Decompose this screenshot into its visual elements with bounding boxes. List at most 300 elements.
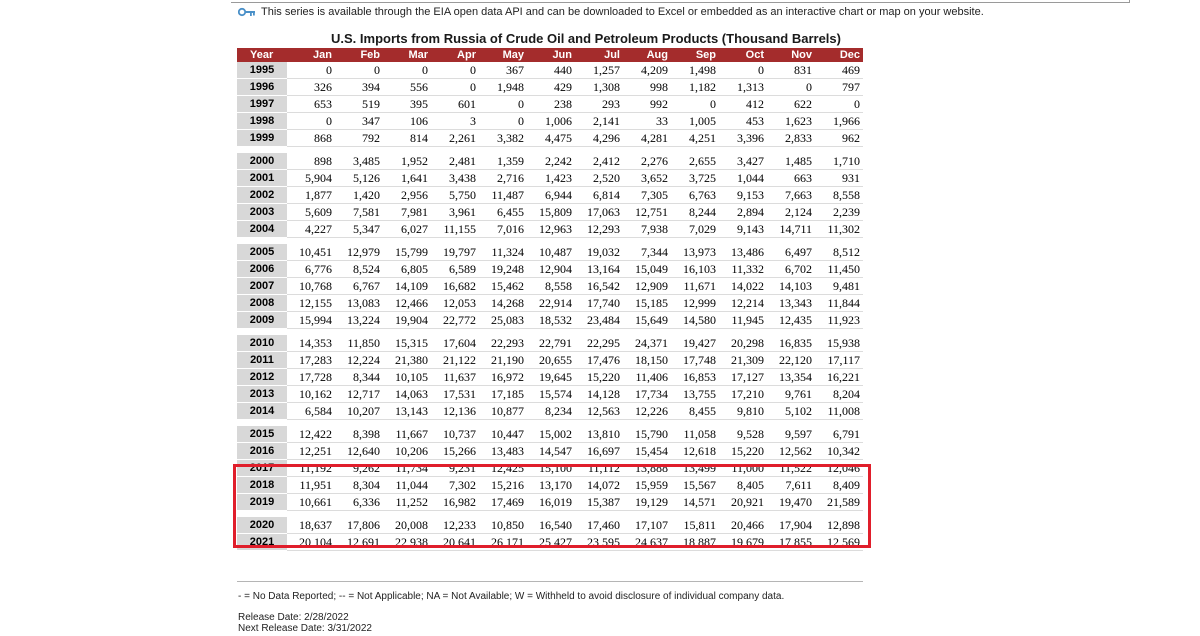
api-notice-text: This series is available through the EIA open data API and can be downloaded to Excel or embedded as an interactive chart or map on your website. [261, 6, 984, 18]
value-cell: 12,466 [383, 295, 431, 312]
value-cell: 14,547 [527, 443, 575, 460]
value-cell: 2,141 [575, 113, 623, 130]
value-cell: 1,359 [479, 153, 527, 170]
value-cell: 11,000 [719, 460, 767, 477]
table-header-row [237, 48, 863, 62]
value-cell: 12,909 [623, 278, 671, 295]
value-cell: 16,697 [575, 443, 623, 460]
table-row [237, 96, 863, 113]
value-cell: 26,171 [479, 534, 527, 551]
value-cell: 17,531 [431, 386, 479, 403]
value-cell: 12,155 [287, 295, 335, 312]
year-cell: 2001 [237, 170, 287, 187]
value-cell: 10,850 [479, 517, 527, 534]
value-cell: 16,853 [671, 369, 719, 386]
value-cell: 8,234 [527, 403, 575, 420]
value-cell: 20,466 [719, 517, 767, 534]
value-cell: 0 [287, 62, 335, 79]
year-cell: 2000 [237, 153, 287, 170]
value-cell: 11,850 [335, 335, 383, 352]
value-cell: 16,835 [767, 335, 815, 352]
value-cell: 2,124 [767, 204, 815, 221]
value-cell: 1,623 [767, 113, 815, 130]
value-cell: 238 [527, 96, 575, 113]
value-cell: 12,293 [575, 221, 623, 238]
value-cell: 868 [287, 130, 335, 147]
value-cell: 13,170 [527, 477, 575, 494]
value-cell: 9,810 [719, 403, 767, 420]
value-cell: 11,155 [431, 221, 479, 238]
value-cell: 19,470 [767, 494, 815, 511]
table-row [237, 443, 863, 460]
value-cell: 22,120 [767, 352, 815, 369]
value-cell: 15,002 [527, 426, 575, 443]
value-cell: 0 [431, 79, 479, 96]
value-cell: 10,207 [335, 403, 383, 420]
value-cell: 412 [719, 96, 767, 113]
value-cell: 19,427 [671, 335, 719, 352]
value-cell: 15,462 [479, 278, 527, 295]
value-cell: 14,109 [383, 278, 431, 295]
header-month: Feb [335, 48, 383, 62]
value-cell: 23,595 [575, 534, 623, 551]
value-cell: 21,589 [815, 494, 863, 511]
value-cell: 16,540 [527, 517, 575, 534]
legend-note: - = No Data Reported; -- = Not Applicable; NA = Not Available; W = Withheld to avoid disclosure of individual company data. [238, 591, 785, 602]
value-cell: 17,734 [623, 386, 671, 403]
value-cell: 8,524 [335, 261, 383, 278]
api-notice [238, 6, 984, 18]
value-cell: 898 [287, 153, 335, 170]
value-cell: 10,162 [287, 386, 335, 403]
value-cell: 15,220 [575, 369, 623, 386]
value-cell: 21,380 [383, 352, 431, 369]
value-cell: 6,763 [671, 187, 719, 204]
value-cell: 5,126 [335, 170, 383, 187]
value-cell: 12,979 [335, 244, 383, 261]
year-cell: 2010 [237, 335, 287, 352]
value-cell: 33 [623, 113, 671, 130]
value-cell: 11,044 [383, 477, 431, 494]
value-cell: 1,257 [575, 62, 623, 79]
value-cell: 1,313 [719, 79, 767, 96]
value-cell: 17,904 [767, 517, 815, 534]
value-cell: 1,423 [527, 170, 575, 187]
value-cell: 19,904 [383, 312, 431, 329]
value-cell: 17,117 [815, 352, 863, 369]
value-cell: 20,921 [719, 494, 767, 511]
header-month: May [479, 48, 527, 62]
value-cell: 2,716 [479, 170, 527, 187]
year-cell: 2019 [237, 494, 287, 511]
value-cell: 653 [287, 96, 335, 113]
value-cell: 11,252 [383, 494, 431, 511]
value-cell: 14,022 [719, 278, 767, 295]
value-cell: 4,251 [671, 130, 719, 147]
value-cell: 0 [671, 96, 719, 113]
value-cell: 0 [479, 113, 527, 130]
table-row [237, 204, 863, 221]
value-cell: 394 [335, 79, 383, 96]
value-cell: 10,447 [479, 426, 527, 443]
value-cell: 519 [335, 96, 383, 113]
header-month: Nov [767, 48, 815, 62]
value-cell: 17,185 [479, 386, 527, 403]
value-cell: 663 [767, 170, 815, 187]
value-cell: 13,083 [335, 295, 383, 312]
value-cell: 4,209 [623, 62, 671, 79]
value-cell: 13,755 [671, 386, 719, 403]
value-cell: 8,204 [815, 386, 863, 403]
value-cell: 16,982 [431, 494, 479, 511]
value-cell: 12,136 [431, 403, 479, 420]
value-cell: 17,855 [767, 534, 815, 551]
value-cell: 15,266 [431, 443, 479, 460]
value-cell: 10,487 [527, 244, 575, 261]
value-cell: 15,100 [527, 460, 575, 477]
value-cell: 15,567 [671, 477, 719, 494]
value-cell: 0 [479, 96, 527, 113]
value-cell: 11,302 [815, 221, 863, 238]
value-cell: 19,797 [431, 244, 479, 261]
year-cell: 2016 [237, 443, 287, 460]
value-cell: 395 [383, 96, 431, 113]
value-cell: 0 [383, 62, 431, 79]
value-cell: 3,438 [431, 170, 479, 187]
year-cell: 2004 [237, 221, 287, 238]
value-cell: 8,512 [815, 244, 863, 261]
value-cell: 17,604 [431, 335, 479, 352]
value-cell: 0 [287, 113, 335, 130]
value-cell: 7,016 [479, 221, 527, 238]
value-cell: 19,679 [719, 534, 767, 551]
year-cell: 1995 [237, 62, 287, 79]
value-cell: 5,347 [335, 221, 383, 238]
year-cell: 2017 [237, 460, 287, 477]
value-cell: 992 [623, 96, 671, 113]
value-cell: 6,027 [383, 221, 431, 238]
value-cell: 9,528 [719, 426, 767, 443]
value-cell: 19,248 [479, 261, 527, 278]
value-cell: 17,476 [575, 352, 623, 369]
value-cell: 326 [287, 79, 335, 96]
value-cell: 8,558 [815, 187, 863, 204]
value-cell: 8,398 [335, 426, 383, 443]
value-cell: 8,409 [815, 477, 863, 494]
value-cell: 12,435 [767, 312, 815, 329]
value-cell: 831 [767, 62, 815, 79]
value-cell: 1,308 [575, 79, 623, 96]
value-cell: 11,112 [575, 460, 623, 477]
year-cell: 2006 [237, 261, 287, 278]
value-cell: 17,283 [287, 352, 335, 369]
value-cell: 2,520 [575, 170, 623, 187]
value-cell: 12,214 [719, 295, 767, 312]
value-cell: 1,044 [719, 170, 767, 187]
table-row [237, 261, 863, 278]
value-cell: 14,353 [287, 335, 335, 352]
value-cell: 8,304 [335, 477, 383, 494]
value-cell: 6,944 [527, 187, 575, 204]
table-row [237, 295, 863, 312]
value-cell: 4,296 [575, 130, 623, 147]
value-cell: 7,029 [671, 221, 719, 238]
value-cell: 11,008 [815, 403, 863, 420]
value-cell: 3,485 [335, 153, 383, 170]
value-cell: 0 [431, 62, 479, 79]
value-cell: 2,261 [431, 130, 479, 147]
value-cell: 15,185 [623, 295, 671, 312]
value-cell: 11,667 [383, 426, 431, 443]
value-cell: 17,806 [335, 517, 383, 534]
value-cell: 19,032 [575, 244, 623, 261]
value-cell: 2,412 [575, 153, 623, 170]
value-cell: 6,589 [431, 261, 479, 278]
value-cell: 14,580 [671, 312, 719, 329]
value-cell: 16,972 [479, 369, 527, 386]
value-cell: 6,805 [383, 261, 431, 278]
value-cell: 2,655 [671, 153, 719, 170]
value-cell: 20,104 [287, 534, 335, 551]
key-icon[interactable] [238, 6, 256, 18]
value-cell: 15,994 [287, 312, 335, 329]
value-cell: 11,844 [815, 295, 863, 312]
value-cell: 14,072 [575, 477, 623, 494]
table-row [237, 403, 863, 420]
value-cell: 21,309 [719, 352, 767, 369]
value-cell: 18,532 [527, 312, 575, 329]
value-cell: 1,966 [815, 113, 863, 130]
value-cell: 14,103 [767, 278, 815, 295]
value-cell: 6,814 [575, 187, 623, 204]
value-cell: 10,737 [431, 426, 479, 443]
value-cell: 21,122 [431, 352, 479, 369]
value-cell: 1,006 [527, 113, 575, 130]
value-cell: 8,558 [527, 278, 575, 295]
value-cell: 17,107 [623, 517, 671, 534]
value-cell: 17,127 [719, 369, 767, 386]
value-cell: 20,655 [527, 352, 575, 369]
value-cell: 11,945 [719, 312, 767, 329]
value-cell: 7,981 [383, 204, 431, 221]
value-cell: 16,103 [671, 261, 719, 278]
value-cell: 18,887 [671, 534, 719, 551]
value-cell: 18,637 [287, 517, 335, 534]
value-cell: 23,484 [575, 312, 623, 329]
value-cell: 13,224 [335, 312, 383, 329]
value-cell: 14,128 [575, 386, 623, 403]
value-cell: 6,455 [479, 204, 527, 221]
year-cell: 2003 [237, 204, 287, 221]
value-cell: 11,734 [383, 460, 431, 477]
value-cell: 0 [335, 62, 383, 79]
value-cell: 17,469 [479, 494, 527, 511]
value-cell: 0 [815, 96, 863, 113]
year-cell: 2015 [237, 426, 287, 443]
value-cell: 3,382 [479, 130, 527, 147]
value-cell: 18,150 [623, 352, 671, 369]
value-cell: 15,454 [623, 443, 671, 460]
table-row [237, 153, 863, 170]
value-cell: 15,049 [623, 261, 671, 278]
value-cell: 931 [815, 170, 863, 187]
value-cell: 7,663 [767, 187, 815, 204]
value-cell: 3,396 [719, 130, 767, 147]
year-cell: 2020 [237, 517, 287, 534]
value-cell: 22,914 [527, 295, 575, 312]
value-cell: 11,332 [719, 261, 767, 278]
value-cell: 7,611 [767, 477, 815, 494]
value-cell: 7,302 [431, 477, 479, 494]
value-cell: 22,295 [575, 335, 623, 352]
value-cell: 15,315 [383, 335, 431, 352]
value-cell: 10,342 [815, 443, 863, 460]
value-cell: 12,751 [623, 204, 671, 221]
value-cell: 12,904 [527, 261, 575, 278]
value-cell: 15,809 [527, 204, 575, 221]
value-cell: 6,336 [335, 494, 383, 511]
value-cell: 12,046 [815, 460, 863, 477]
value-cell: 9,761 [767, 386, 815, 403]
value-cell: 22,791 [527, 335, 575, 352]
value-cell: 24,371 [623, 335, 671, 352]
value-cell: 25,427 [527, 534, 575, 551]
value-cell: 8,244 [671, 204, 719, 221]
value-cell: 998 [623, 79, 671, 96]
value-cell: 15,959 [623, 477, 671, 494]
value-cell: 6,497 [767, 244, 815, 261]
year-cell: 2011 [237, 352, 287, 369]
value-cell: 12,053 [431, 295, 479, 312]
year-cell: 1999 [237, 130, 287, 147]
value-cell: 2,956 [383, 187, 431, 204]
value-cell: 13,343 [767, 295, 815, 312]
value-cell: 15,387 [575, 494, 623, 511]
value-cell: 4,227 [287, 221, 335, 238]
value-cell: 2,242 [527, 153, 575, 170]
value-cell: 12,422 [287, 426, 335, 443]
value-cell: 3,427 [719, 153, 767, 170]
value-cell: 1,498 [671, 62, 719, 79]
value-cell: 1,710 [815, 153, 863, 170]
value-cell: 20,298 [719, 335, 767, 352]
value-cell: 19,129 [623, 494, 671, 511]
year-cell: 2005 [237, 244, 287, 261]
value-cell: 16,019 [527, 494, 575, 511]
table-row [237, 221, 863, 238]
value-cell: 12,251 [287, 443, 335, 460]
value-cell: 6,776 [287, 261, 335, 278]
value-cell: 8,405 [719, 477, 767, 494]
value-cell: 1,005 [671, 113, 719, 130]
value-cell: 13,486 [719, 244, 767, 261]
value-cell: 2,239 [815, 204, 863, 221]
value-cell: 11,951 [287, 477, 335, 494]
table-row [237, 426, 863, 443]
value-cell: 10,768 [287, 278, 335, 295]
value-cell: 11,637 [431, 369, 479, 386]
value-cell: 2,833 [767, 130, 815, 147]
year-cell: 2021 [237, 534, 287, 551]
value-cell: 12,562 [767, 443, 815, 460]
table-row [237, 312, 863, 329]
top-frame [231, 0, 1130, 3]
value-cell: 6,584 [287, 403, 335, 420]
value-cell: 9,153 [719, 187, 767, 204]
value-cell: 10,661 [287, 494, 335, 511]
value-cell: 10,451 [287, 244, 335, 261]
value-cell: 12,717 [335, 386, 383, 403]
table-row [237, 244, 863, 261]
next-release-date: Next Release Date: 3/31/2022 [238, 623, 372, 634]
value-cell: 3,725 [671, 170, 719, 187]
value-cell: 5,102 [767, 403, 815, 420]
value-cell: 14,711 [767, 221, 815, 238]
value-cell: 11,324 [479, 244, 527, 261]
value-cell: 6,791 [815, 426, 863, 443]
value-cell: 6,702 [767, 261, 815, 278]
table-row [237, 335, 863, 352]
value-cell: 7,305 [623, 187, 671, 204]
value-cell: 16,221 [815, 369, 863, 386]
value-cell: 9,143 [719, 221, 767, 238]
table-row [237, 386, 863, 403]
value-cell: 4,281 [623, 130, 671, 147]
value-cell: 17,460 [575, 517, 623, 534]
year-cell: 2008 [237, 295, 287, 312]
value-cell: 9,597 [767, 426, 815, 443]
value-cell: 367 [479, 62, 527, 79]
value-cell: 8,344 [335, 369, 383, 386]
value-cell: 20,008 [383, 517, 431, 534]
value-cell: 453 [719, 113, 767, 130]
table-title: U.S. Imports from Russia of Crude Oil and Petroleum Products (Thousand Barrels) [331, 31, 841, 46]
value-cell: 792 [335, 130, 383, 147]
year-cell: 2002 [237, 187, 287, 204]
value-cell: 5,609 [287, 204, 335, 221]
value-cell: 17,748 [671, 352, 719, 369]
value-cell: 3,652 [623, 170, 671, 187]
value-cell: 556 [383, 79, 431, 96]
value-cell: 22,772 [431, 312, 479, 329]
value-cell: 22,293 [479, 335, 527, 352]
value-cell: 7,581 [335, 204, 383, 221]
value-cell: 14,571 [671, 494, 719, 511]
value-cell: 1,641 [383, 170, 431, 187]
value-cell: 17,210 [719, 386, 767, 403]
value-cell: 347 [335, 113, 383, 130]
value-cell: 4,475 [527, 130, 575, 147]
header-month: Jan [287, 48, 335, 62]
year-cell: 1997 [237, 96, 287, 113]
value-cell: 2,276 [623, 153, 671, 170]
value-cell: 2,481 [431, 153, 479, 170]
value-cell: 15,938 [815, 335, 863, 352]
value-cell: 10,206 [383, 443, 431, 460]
header-month: Oct [719, 48, 767, 62]
value-cell: 12,224 [335, 352, 383, 369]
table-row [237, 79, 863, 96]
value-cell: 6,767 [335, 278, 383, 295]
value-cell: 13,354 [767, 369, 815, 386]
value-cell: 11,487 [479, 187, 527, 204]
value-cell: 15,799 [383, 244, 431, 261]
value-cell: 14,268 [479, 295, 527, 312]
year-cell: 1998 [237, 113, 287, 130]
value-cell: 13,810 [575, 426, 623, 443]
value-cell: 11,406 [623, 369, 671, 386]
value-cell: 601 [431, 96, 479, 113]
